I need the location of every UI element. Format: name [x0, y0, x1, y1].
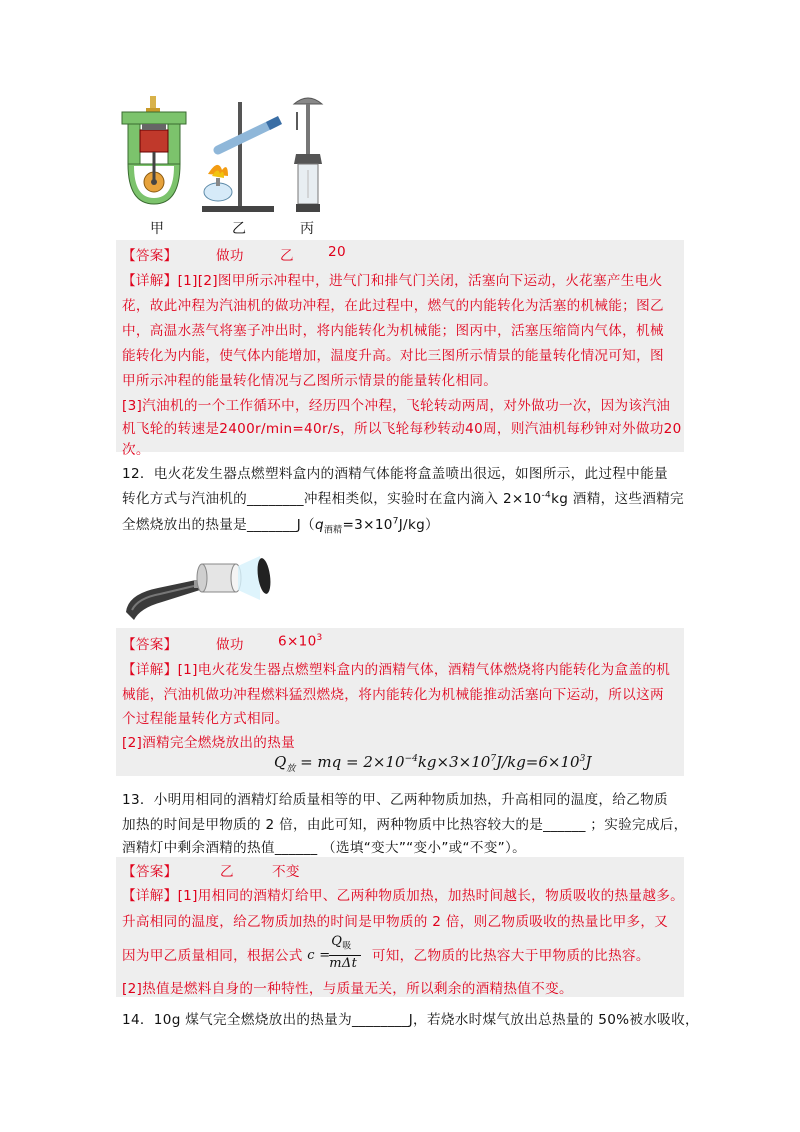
specific-heat-fraction: c = $Q_吸$ mΔt: [307, 946, 367, 966]
q11-detail-line-7: 机飞轮的转速是2400r/min=40r/s，所以飞轮每秒转动40周，则汽油机每秒钟对外做功20: [122, 421, 682, 437]
q12-detail-line-1: 【详解】[1]电火花发生器点燃塑料盒内的酒精气体，酒精气体燃烧将内能转化为盒盖的机: [122, 662, 671, 678]
q11-answer-1: 做功: [216, 248, 244, 264]
figure-test-tube-heating: [198, 100, 284, 214]
q13-stem-line-2: 加热的时间是甲物质的 2 倍，由此可知，两种物质中比热容较大的是______ ；实验完成后，: [122, 817, 688, 833]
q13-detail-line-1: 【详解】[1]用相同的酒精灯给甲、乙两种物质加热，加热时间越长，物质吸收的热量越多。: [122, 888, 685, 904]
q13-detail-line-2: 升高相同的温度，给乙物质加热的时间是甲物质的 2 倍，则乙物质吸收的热量比甲多，又: [122, 914, 669, 930]
q13-answer-1: 乙: [220, 864, 234, 880]
q11-detail-line-8: 次。: [122, 442, 150, 458]
figure-label-bing: 丙: [300, 221, 314, 237]
detail-tag: 【详解】: [122, 888, 178, 904]
q13-answer-row: [122, 860, 300, 880]
q11-detail-line-2: 花，故此冲程为汽油机的做功冲程，在此过程中，燃气的内能转化为活塞的机械能；图乙: [122, 298, 664, 314]
q13-detail-line-3: 因为甲乙质量相同，根据公式 c = $Q_吸$ mΔt 可知，乙物质的比热容大于甲物质的比热容。: [122, 934, 650, 971]
q13-detail-line-4: [2]热值是燃料自身的一种特性，与质量无关，所以剩余的酒精热值不变。: [122, 981, 573, 997]
figure-label-jia: 甲: [150, 221, 164, 237]
figure-air-compression-cylinder: [288, 94, 328, 216]
answer-tag: 【答案】: [122, 864, 178, 880]
q12-detail-line-3: 个过程能量转化方式相同。: [122, 711, 289, 727]
detail-tag: 【详解】: [122, 273, 178, 289]
q12-answer-1: 做功: [216, 637, 244, 653]
q11-detail-line-6: [3]汽油机的一个工作循环中，经历四个冲程，飞轮转动两周，对外做功一次，因为该汽油: [122, 398, 671, 414]
q12-answer-2: $6\times 10^3$: [278, 633, 323, 650]
q11-answer-3: 20: [328, 244, 346, 260]
figure-spark-igniter-box: [118, 528, 278, 624]
answer-tag: 【答案】: [122, 637, 178, 653]
q12-heat-formula: $Q_放$ = mq = $2\times 10^{-4}kg\times 3\times 10^7J/kg=6\times 10^3J$: [274, 753, 592, 774]
answer-tag: 【答案】: [122, 248, 178, 264]
q14-stem-line-1: 14．10g 煤气完全燃烧放出的热量为________J，若烧水时煤气放出总热量的 50%被水吸收，: [122, 1012, 699, 1028]
q11-answer-row: [122, 244, 346, 264]
q12-stem-line-3: 全燃烧放出的热量是$\_\_\_\_\_\_\_J(q_{酒精}=3\times 10^7J/kg)$: [122, 516, 439, 536]
q11-detail-line-1: 【详解】[1][2]图甲所示冲程中，进气门和排气门关闭，活塞向下运动，火花塞产生电火: [122, 273, 663, 289]
q12-detail-line-2: 械能，汽油机做功冲程燃料猛烈燃烧，将内能转化为机械能推动活塞向下运动，所以这两: [122, 687, 664, 703]
q12-stem-line-1: 12．电火花发生器点燃塑料盒内的酒精气体能将盒盖喷出很远，如图所示，此过程中能量: [122, 466, 668, 482]
figure-engine-stroke: [118, 94, 190, 216]
q13-stem-line-3: 酒精灯中剩余酒精的热值______ （选填“变大”“变小”或“不变”）。: [122, 840, 527, 856]
q13-stem-line-1: 13．小明用相同的酒精灯给质量相等的甲、乙两种物质加热，升高相同的温度，给乙物质: [122, 792, 668, 808]
q11-detail-line-3: 中，高温水蒸气将塞子冲出时，将内能转化为机械能；图丙中，活塞压缩筒内气体，机械: [122, 323, 664, 339]
q11-detail-line-4: 能转化为内能，使气体内能增加，温度升高。对比三图所示情景的能量转化情况可知，图: [122, 348, 664, 364]
q12-detail-line-4: [2]酒精完全燃烧放出的热量: [122, 735, 295, 751]
q11-answer-2: 乙: [280, 248, 294, 264]
detail-tag: 【详解】: [122, 662, 178, 678]
q11-detail-line-5: 甲所示冲程的能量转化情况与乙图所示情景的能量转化相同。: [122, 373, 498, 389]
q13-answer-2: 不变: [272, 864, 300, 880]
figure-label-yi: 乙: [232, 221, 246, 237]
q12-stem-line-2: 转化方式与汽油机的________冲程相类似，实验时在盒内滴入 $2\times 10^{-4}kg$ 酒精，这些酒精完: [122, 490, 684, 507]
q12-answer-row: [122, 633, 323, 653]
